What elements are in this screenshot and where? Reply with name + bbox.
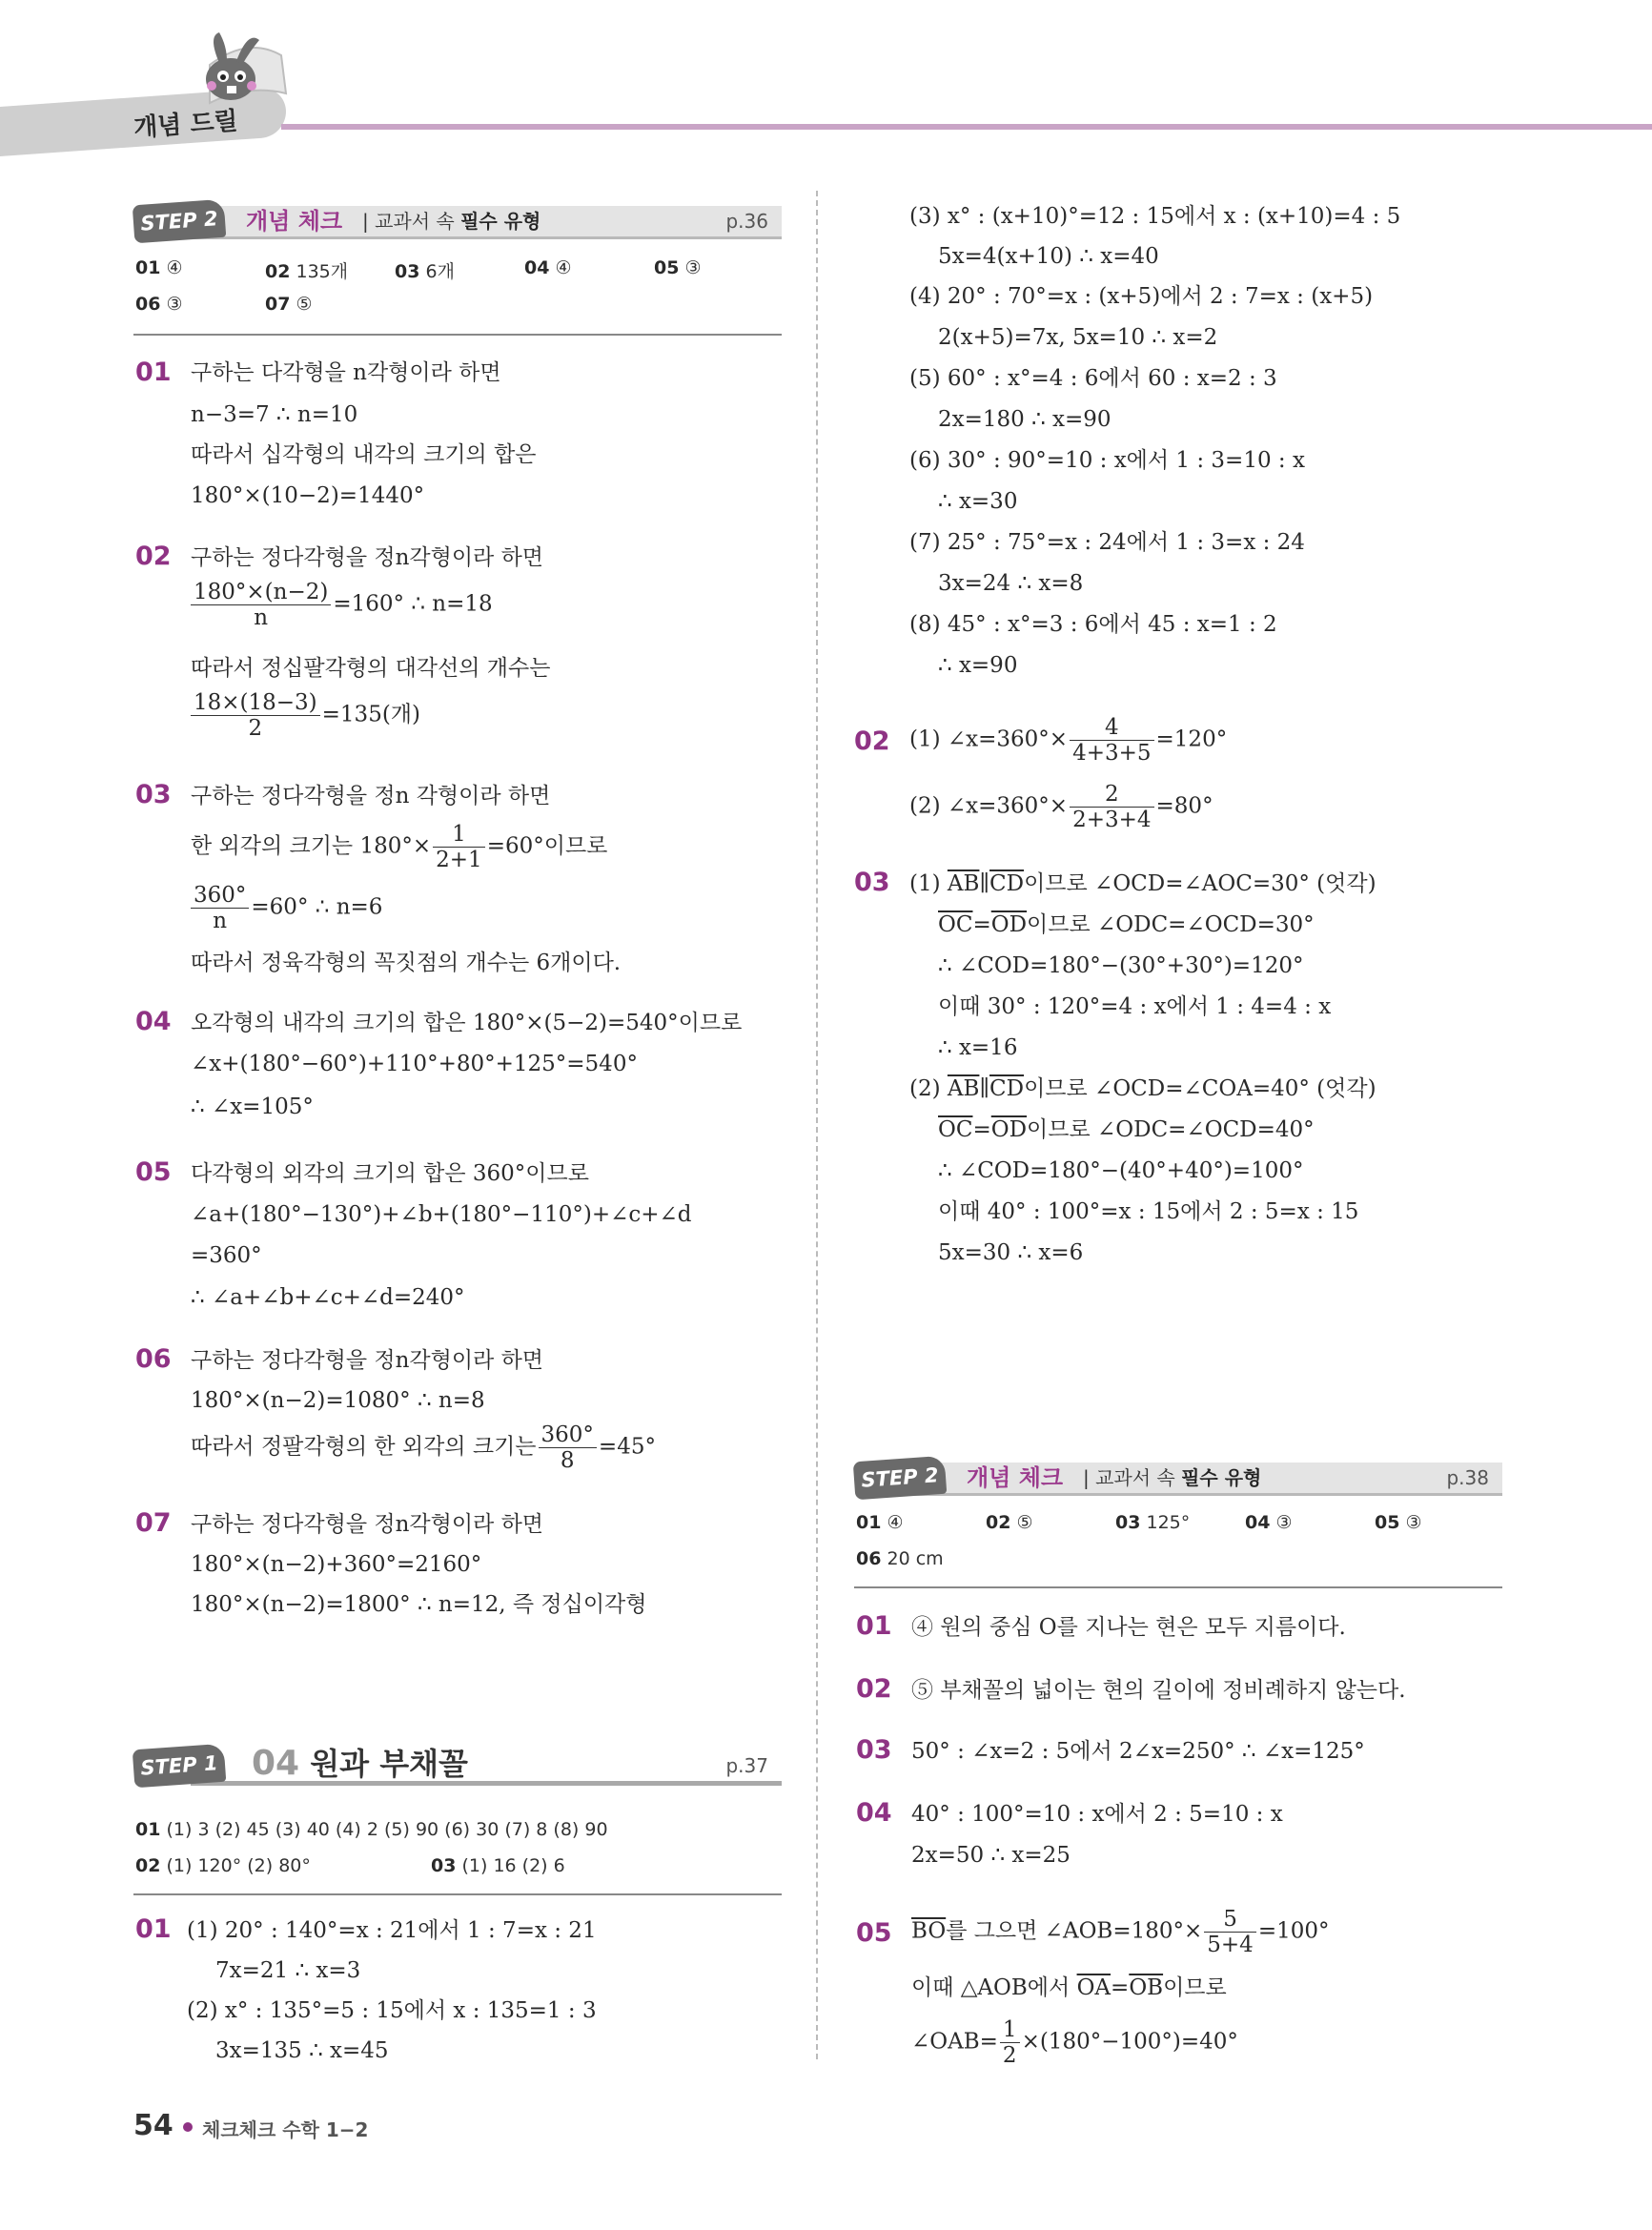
solution-line: 구하는 정다각형을 정n각형이라 하면 bbox=[191, 1512, 544, 1537]
solution-line: ∠x+(180°−60°)+110°+80°+125°=540° bbox=[191, 1052, 638, 1076]
solution-line: 구하는 정다각형을 정n각형이라 하면 bbox=[191, 1348, 544, 1373]
solution-line: 따라서 정육각형의 꼭짓점의 개수는 6개이다. bbox=[191, 951, 622, 975]
question-number: 04 bbox=[856, 1798, 892, 1828]
subtitle-bold: 필수 유형 bbox=[460, 210, 541, 233]
fraction: $\frac{360^\circ}{n}$ bbox=[191, 883, 249, 933]
solution-line: ∴ ∠a+∠b+∠c+∠d=240° bbox=[191, 1285, 465, 1310]
solution-line: 180°×(n−2)+360°=2160° bbox=[191, 1552, 482, 1577]
solution-line: 40° : 100°=10 : x에서 2 : 5=10 : x bbox=[911, 1802, 1283, 1827]
answer-item: 02 ⑤ bbox=[986, 1512, 1033, 1533]
answer-item: 01 ④ bbox=[135, 257, 183, 278]
subtitle-bold: 필수 유형 bbox=[1181, 1466, 1262, 1489]
solution-line: =360° bbox=[191, 1243, 262, 1268]
solution-line: 7x=21 ∴ x=3 bbox=[215, 1958, 361, 1983]
solution-line: (8) 45° : x°=3 : 6에서 45 : x=1 : 2 bbox=[909, 612, 1277, 637]
solution-line: 5x=4(x+10) ∴ x=40 bbox=[938, 244, 1159, 269]
answer-item: 07 ⑤ bbox=[265, 294, 313, 315]
solution-line: (1) 20° : 140°=x : 21에서 1 : 7=x : 21 bbox=[187, 1918, 597, 1943]
solution-line: ∴ x=30 bbox=[938, 489, 1018, 514]
fraction: $\frac{4}{4+3+5}$ bbox=[1070, 715, 1153, 766]
answer-item: 06 ③ bbox=[135, 294, 183, 315]
solution-line: 180°×(n−2)=1800° ∴ n=12, 즉 정십이각형 bbox=[191, 1592, 647, 1617]
header-title: 개념 드릴 bbox=[133, 107, 239, 143]
solution-line: 한 외각의 크기는 180°× $\frac{1}{2+1}$ =60°이므로 bbox=[191, 822, 608, 872]
fraction: $\frac{5}{5+4}$ bbox=[1204, 1907, 1256, 1957]
book-title: 체크체크 수학 1−2 bbox=[202, 2118, 369, 2141]
answers-divider bbox=[133, 334, 782, 336]
answer-item: 02 135개 bbox=[265, 261, 349, 282]
solution-line: $\overline{BO}$를 그으면 ∠AOB=180°× $\frac{5}{5+4}$ =100° bbox=[911, 1907, 1330, 1957]
solution-line: $\frac{18\times(18-3)}{2}$ =135(개) bbox=[189, 690, 420, 741]
solution-line: 2(x+5)=7x, 5x=10 ∴ x=2 bbox=[938, 325, 1218, 350]
subtitle-text: 교과서 속 bbox=[1095, 1466, 1182, 1489]
solution-line: (2) ∠x=360°× $\frac{2}{2+3+4}$ =80° bbox=[909, 782, 1214, 832]
solution-line: 2x=50 ∴ x=25 bbox=[911, 1843, 1071, 1868]
solution-line: ④ 원의 중심 O를 지나는 현은 모두 지름이다. bbox=[911, 1615, 1346, 1640]
section-title: 개념 체크 bbox=[246, 208, 343, 235]
solution-line: 오각형의 내각의 크기의 합은 180°×(5−2)=540°이므로 bbox=[191, 1011, 743, 1035]
fraction: $\frac{360^\circ}{8}$ bbox=[539, 1422, 597, 1473]
solution-line: ∴ ∠x=105° bbox=[191, 1095, 314, 1119]
page-ref: p.37 bbox=[725, 1754, 768, 1777]
question-number: 03 bbox=[854, 868, 890, 897]
solution-line: ⑤ 부채꼴의 넓이는 현의 길이에 정비례하지 않는다. bbox=[911, 1678, 1406, 1703]
question-number: 05 bbox=[135, 1157, 172, 1187]
fraction: $\frac{1}{2}$ bbox=[1000, 2017, 1020, 2068]
rabbit-mascot-icon bbox=[191, 27, 296, 122]
question-number: 02 bbox=[854, 726, 890, 756]
solution-line: 구하는 다각형을 n각형이라 하면 bbox=[191, 360, 501, 385]
section-subtitle: | 교과서 속 필수 유형 bbox=[1083, 1466, 1262, 1489]
solution-line: ∠a+(180°−130°)+∠b+(180°−110°)+∠c+∠d bbox=[191, 1202, 692, 1227]
question-number: 07 bbox=[135, 1508, 172, 1538]
solution-line: 이때 △AOB에서 $\overline{OA}=\overline{OB}$이므로 bbox=[911, 1975, 1227, 2000]
solution-line: $\overline{OC}=\overline{OD}$이므로 ∠ODC=∠OCD=30° bbox=[938, 912, 1315, 937]
solution-line: 구하는 정다각형을 정n각형이라 하면 bbox=[191, 545, 544, 570]
solution-line: ∴ ∠COD=180°−(40°+40°)=100° bbox=[938, 1158, 1304, 1183]
solution-line: 따라서 정십팔각형의 대각선의 개수는 bbox=[191, 656, 551, 681]
solution-line: 이때 30° : 120°=4 : x에서 1 : 4=4 : x bbox=[938, 994, 1332, 1019]
answer-item: 06 20 cm bbox=[856, 1548, 944, 1569]
answer-item: 05 ③ bbox=[654, 257, 702, 278]
question-number: 01 bbox=[135, 358, 172, 387]
solution-line: (5) 60° : x°=4 : 6에서 60 : x=2 : 3 bbox=[909, 366, 1277, 391]
solution-line: 구하는 정다각형을 정n 각형이라 하면 bbox=[191, 784, 551, 808]
column-divider bbox=[816, 191, 818, 2059]
solution-line: $\overline{OC}=\overline{OD}$이므로 ∠ODC=∠OCD=40° bbox=[938, 1117, 1315, 1142]
answer-item: 01 (1) 3 (2) 45 (3) 40 (4) 2 (5) 90 (6) 30 (7) 8 (8) 90 bbox=[135, 1819, 608, 1840]
answer-item: 03 (1) 16 (2) 6 bbox=[431, 1855, 565, 1876]
answer-item: 04 ③ bbox=[1245, 1512, 1293, 1533]
solution-line: 따라서 십각형의 내각의 크기의 합은 bbox=[191, 442, 537, 467]
step-badge: STEP 1 bbox=[133, 1744, 227, 1789]
answer-item: 03 125° bbox=[1115, 1512, 1191, 1533]
step-banner-p36 bbox=[133, 202, 782, 240]
solution-line: $\frac{360^\circ}{n}$ =60° ∴ n=6 bbox=[189, 883, 382, 933]
page-number: 54 bbox=[133, 2109, 173, 2142]
step-banner-p38 bbox=[854, 1459, 1502, 1497]
question-number: 06 bbox=[135, 1344, 172, 1374]
solution-line: $\frac{180^\circ\times(n-2)}{n}$ =160° ∴ n=18 bbox=[189, 580, 493, 630]
solution-line: ∴ x=90 bbox=[938, 653, 1018, 678]
section-title: 04 원과 부채꼴 bbox=[252, 1744, 468, 1783]
solution-line: (3) x° : (x+10)°=12 : 15에서 x : (x+10)=4 : 5 bbox=[909, 204, 1401, 229]
solution-line: 5x=30 ∴ x=6 bbox=[938, 1240, 1084, 1265]
answer-item: 02 (1) 120° (2) 80° bbox=[135, 1855, 311, 1876]
solution-line: (1) $\overline{AB}\parallel\overline{CD}$이므로 ∠OCD=∠AOC=30° (엇각) bbox=[909, 871, 1377, 896]
solution-line: ∠OAB= $\frac{1}{2}$ ×(180°−100°)=40° bbox=[911, 2017, 1238, 2068]
step-badge: STEP 2 bbox=[853, 1456, 948, 1501]
solution-line: (2) x° : 135°=5 : 15에서 x : 135=1 : 3 bbox=[187, 1998, 597, 2023]
page-ref: p.38 bbox=[1446, 1466, 1489, 1489]
question-number: 02 bbox=[856, 1674, 892, 1704]
answer-item: 04 ④ bbox=[524, 257, 572, 278]
header-rule bbox=[281, 124, 1652, 130]
question-number: 03 bbox=[856, 1735, 892, 1765]
fraction: $\frac{1}{2+1}$ bbox=[433, 822, 485, 872]
answer-item: 01 ④ bbox=[856, 1512, 904, 1533]
solution-line: (4) 20° : 70°=x : (x+5)에서 2 : 7=x : (x+5) bbox=[909, 284, 1374, 309]
solution-line: 50° : ∠x=2 : 5에서 2∠x=250° ∴ ∠x=125° bbox=[911, 1739, 1365, 1764]
answer-item: 05 ③ bbox=[1375, 1512, 1422, 1533]
page-ref: p.36 bbox=[725, 210, 768, 233]
solution-line: 이때 40° : 100°=x : 15에서 2 : 5=x : 15 bbox=[938, 1199, 1359, 1224]
section-title: 개념 체크 bbox=[967, 1464, 1064, 1491]
question-number: 04 bbox=[135, 1007, 172, 1036]
question-number: 05 bbox=[856, 1918, 892, 1948]
solution-line: ∴ x=16 bbox=[938, 1035, 1018, 1060]
step-banner-p37 bbox=[133, 1744, 782, 1785]
question-number: 03 bbox=[135, 780, 172, 809]
answers-divider bbox=[133, 1893, 782, 1895]
question-number: 01 bbox=[135, 1914, 172, 1944]
solution-line: ∴ ∠COD=180°−(30°+30°)=120° bbox=[938, 953, 1304, 978]
fraction: $\frac{180^\circ\times(n-2)}{n}$ bbox=[191, 580, 331, 630]
question-number: 01 bbox=[856, 1611, 892, 1641]
bullet-dot-icon bbox=[183, 2122, 193, 2132]
solution-line: (2) $\overline{AB}\parallel\overline{CD}$이므로 ∠OCD=∠COA=40° (엇각) bbox=[909, 1076, 1377, 1101]
answer-item: 03 6개 bbox=[395, 261, 455, 282]
solution-line: 3x=24 ∴ x=8 bbox=[938, 571, 1084, 596]
step-badge: STEP 2 bbox=[133, 199, 227, 244]
subtitle-text: 교과서 속 bbox=[375, 210, 461, 233]
solution-line: 2x=180 ∴ x=90 bbox=[938, 407, 1112, 432]
solution-line: (6) 30° : 90°=10 : x에서 1 : 3=10 : x bbox=[909, 448, 1305, 473]
solution-line: 다각형의 외각의 크기의 합은 360°이므로 bbox=[191, 1161, 589, 1186]
solution-line: (7) 25° : 75°=x : 24에서 1 : 3=x : 24 bbox=[909, 530, 1305, 555]
fraction: $\frac{18\times(18-3)}{2}$ bbox=[191, 690, 320, 741]
solution-line: 180°×(10−2)=1440° bbox=[191, 483, 425, 508]
answers-divider bbox=[854, 1586, 1502, 1588]
fraction: $\frac{2}{2+3+4}$ bbox=[1070, 782, 1153, 832]
solution-line: 180°×(n−2)=1080° ∴ n=8 bbox=[191, 1388, 485, 1413]
solution-line: 3x=135 ∴ x=45 bbox=[215, 2038, 389, 2063]
section-subtitle: | 교과서 속 필수 유형 bbox=[362, 210, 541, 233]
solution-line: (1) ∠x=360°× $\frac{4}{4+3+5}$ =120° bbox=[909, 715, 1228, 766]
question-number: 02 bbox=[135, 542, 172, 571]
solution-line: 따라서 정팔각형의 한 외각의 크기는 $\frac{360^\circ}{8}$ =45° bbox=[191, 1422, 656, 1473]
solution-line: n−3=7 ∴ n=10 bbox=[191, 402, 358, 427]
